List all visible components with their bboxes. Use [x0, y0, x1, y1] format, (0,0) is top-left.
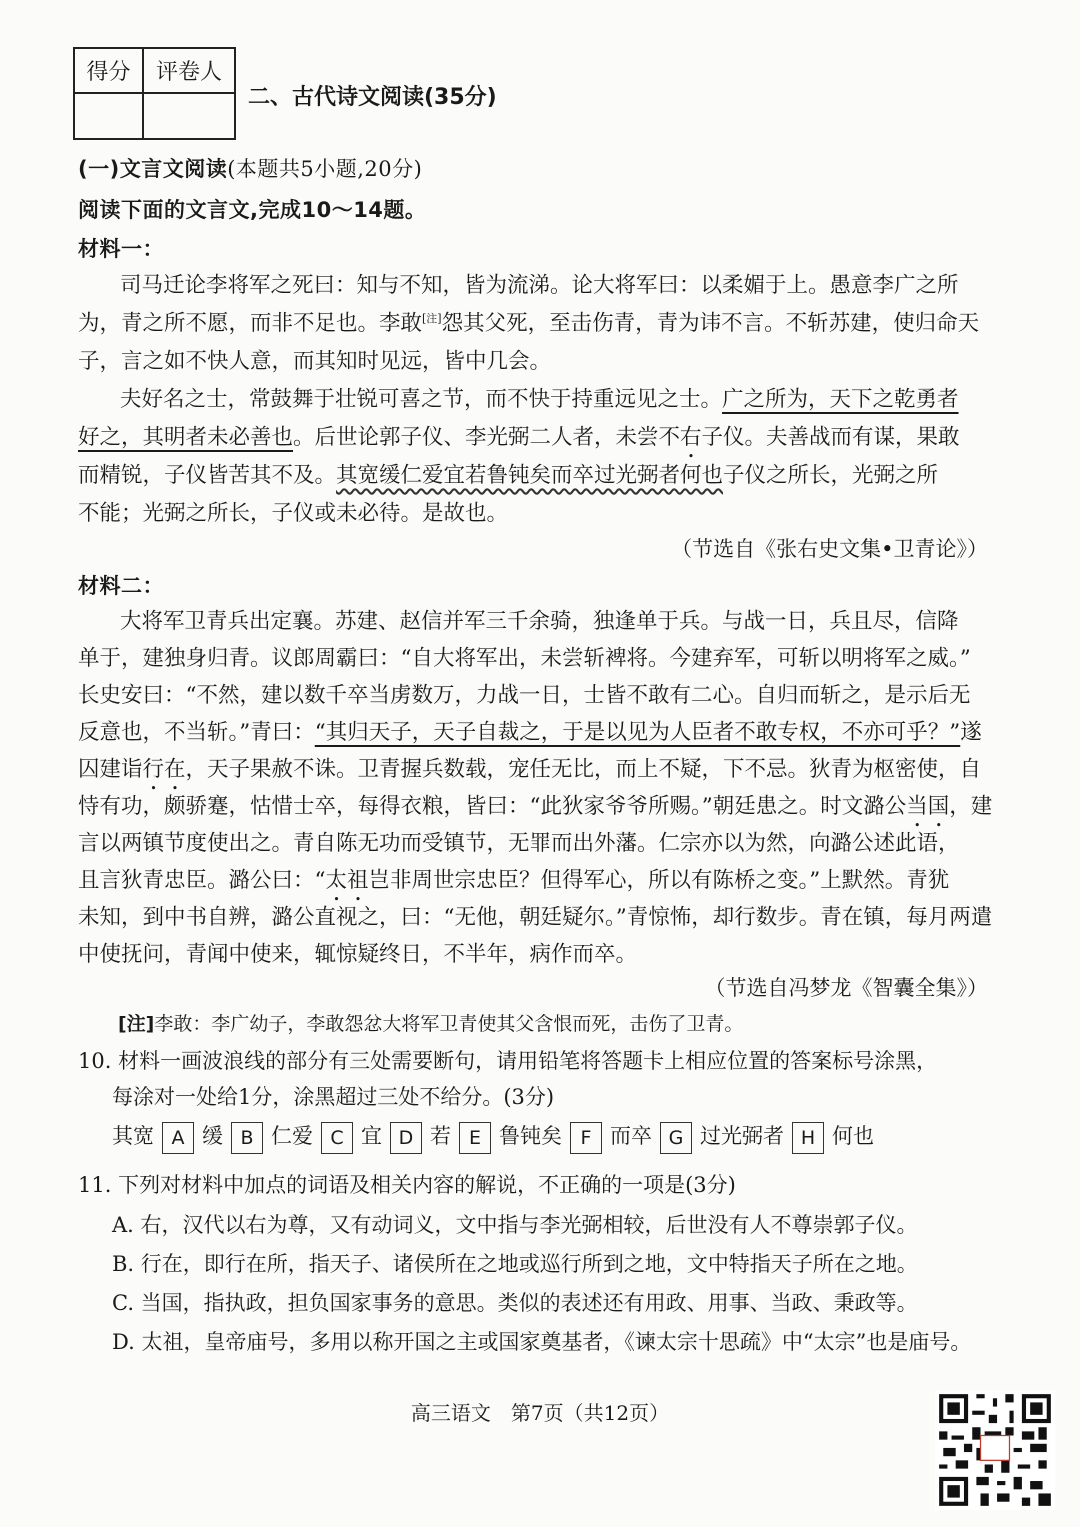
- m2-text: ，建: [949, 794, 993, 819]
- q10-segment: 宜: [361, 1124, 382, 1148]
- answer-box-e[interactable]: E: [459, 1122, 491, 1154]
- q11-stem: 11. 下列对材料中加点的词语及相关内容的解说，不正确的一项是(3分): [78, 1173, 736, 1197]
- dotted-word: 当国: [906, 794, 950, 819]
- section-title: 二、古代诗文阅读(35分): [248, 85, 497, 110]
- answer-box-c[interactable]: C: [321, 1122, 353, 1154]
- qr-code-icon: [935, 1390, 1055, 1510]
- m2-line: 单于，建独身归青。议郎周霸曰：“自大将军出，未尝斩裨将。今建弃军，可斩以明将军之威。”: [78, 646, 971, 671]
- m1-text: 。后世论郭子仪、李光弼二人者，未尝不: [293, 425, 681, 450]
- m2-text: 岂非周世宗忠臣？但得军心，所以有陈桥之变。”上默然。青犹: [368, 868, 950, 893]
- m1-text: 子仪之所长，光弼之所: [723, 463, 939, 488]
- answer-box-g[interactable]: G: [660, 1122, 692, 1154]
- m1-text: 为，青之所不愿，而非不足也。李敢: [78, 311, 423, 336]
- dotted-word: 行在: [142, 757, 186, 782]
- wavy-underline: 其宽缓仁爱宜若鲁钝矣而卒过光弼者何也: [336, 463, 724, 488]
- m1-line: [78, 420, 960, 463]
- q11-option-c[interactable]: C. 当国，指执政，担负国家事务的意思。类似的表述还有用政、用事、当政、秉政等。: [112, 1291, 918, 1315]
- q11-option-b[interactable]: B. 行在，即行在所，指天子、诸侯所在之地或巡行所到之地，文中特指天子所在之地。: [112, 1252, 918, 1276]
- m2-line: 长史安曰：“不然，建以数千卒当虏数万，力战一日，士皆不敢有二心。自归而斩之，是示后无: [78, 683, 971, 708]
- dotted-word: 右: [680, 425, 702, 450]
- score-header: 得分: [75, 49, 144, 94]
- q10-segment: 其宽: [112, 1124, 154, 1148]
- translation-underline: 好之，其明者未必善也: [78, 425, 294, 450]
- q10-segment: 而卒: [610, 1124, 652, 1148]
- q10-segment: 仁爱: [271, 1124, 313, 1148]
- instruction: 阅读下面的文言文,完成10～14题。: [78, 198, 427, 222]
- footnote: [118, 1009, 743, 1036]
- q10-segment: 过光弼者: [700, 1124, 784, 1148]
- m2-line: 中使抚问，青闻中使来，辄惊疑终日，不半年，病作而卒。: [78, 942, 638, 967]
- m2-line: [78, 715, 982, 746]
- m1-text: 夫好名之士，常鼓舞于壮锐可喜之节，而不快于持重远见之士。: [120, 387, 723, 412]
- material2-label: 材料二：: [78, 574, 164, 598]
- q10-options: [112, 1120, 874, 1154]
- answer-box-a[interactable]: A: [162, 1122, 194, 1154]
- note-mark: [注]: [422, 311, 442, 325]
- q10-segment: 何也: [832, 1124, 874, 1148]
- m1-line: 不能；光弼之所长，子仪或未必待。是故也。: [78, 501, 509, 526]
- m2-line: 大将军卫青兵出定襄。苏建、赵信并军三千余骑，独逢单于兵。与战一日，兵且尽，信降: [120, 609, 959, 634]
- page-footer: 高三语文 第7页（共12页）: [410, 1401, 670, 1425]
- grader-cell: [144, 94, 234, 138]
- score-table: [73, 47, 236, 140]
- m2-text: 囚建诣: [78, 757, 143, 782]
- q10-stem-2: 每涂对一处给1分，涂黑超过三处不给分。(3分): [112, 1085, 555, 1109]
- q10-segment: 若: [430, 1124, 451, 1148]
- q11-option-a[interactable]: A. 右，汉代以右为尊，又有动词义，文中指与李光弼相较，后世没有人不尊崇郭子仪。: [112, 1213, 918, 1237]
- q10-stem: 10. 材料一画波浪线的部分有三处需要断句，请用铅笔将答题卡上相应位置的答案标号涂黑，: [78, 1049, 938, 1073]
- m2-line: 言以两镇节度使出之。青自陈无功而受镇节，无罪而出外藩。仁宗亦以为然，向潞公述此语，: [78, 831, 960, 856]
- m2-text: 遂: [960, 720, 982, 745]
- m1-line: 子，言之如不快人意，而其知时见远，皆中几会。: [78, 349, 552, 374]
- m1-source: （节选自《张右史文集•卫青论》）: [671, 537, 988, 561]
- m2-text: 且言狄青忠臣。潞公曰：“: [78, 868, 326, 893]
- m1-line: [78, 458, 938, 489]
- subsection-meta: (本题共5小题,20分): [227, 157, 423, 181]
- m1-line: [120, 382, 959, 413]
- translation-underline: “其归天子，天子自裁之，于是以见为人臣者不敢专权，不亦可乎？”: [314, 720, 961, 745]
- translation-underline: 广之所为，天下之乾勇者: [722, 387, 959, 412]
- score-cell: [75, 94, 144, 138]
- grader-header: 评卷人: [144, 49, 234, 94]
- answer-box-b[interactable]: B: [231, 1122, 263, 1154]
- material1-label: 材料一：: [78, 237, 164, 261]
- q10-segment: 鲁钝矣: [499, 1124, 562, 1148]
- q10-segment: 缓: [202, 1124, 223, 1148]
- m2-line: 未知，到中书自辨，潞公直视之，曰：“无他，朝廷疑尔。”青惊怖，却行数步。青在镇，每月两遣: [78, 905, 993, 930]
- answer-box-h[interactable]: H: [792, 1122, 824, 1154]
- answer-box-f[interactable]: F: [570, 1122, 602, 1154]
- footnote-text: 李敢：李广幼子，李敢怨忿大将军卫青使其父含恨而死，击伤了卫青。: [154, 1013, 744, 1035]
- m1-line: [78, 306, 979, 337]
- subsection-heading: [78, 153, 422, 183]
- m1-text: 而精锐，子仪皆苦其不及。: [78, 463, 337, 488]
- m2-text: 反意也，不当斩。”青曰：: [78, 720, 315, 745]
- subsection-title: (一)文言文阅读: [78, 157, 228, 181]
- answer-box-d[interactable]: D: [390, 1122, 422, 1154]
- m1-text: 怨其父死，至击伤青，青为讳不言。不斩苏建，使归命天: [441, 311, 980, 336]
- m2-text: 恃有功，颇骄蹇，怙惜士卒，每得衣粮，皆曰：“此狄家爷爷所赐。”朝廷患之。时文潞公: [78, 794, 907, 819]
- m1-line: 司马迁论李将军之死曰：知与不知，皆为流涕。论大将军曰：以柔媚于上。愚意李广之所: [120, 273, 959, 298]
- m1-text: 子仪。夫善战而有谋，果敢: [701, 425, 960, 450]
- q11-option-d[interactable]: D. 太祖，皇帝庙号，多用以称开国之主或国家奠基者，《谏太宗十思疏》中“太宗”也是庙号。: [112, 1330, 972, 1354]
- footnote-mark: [注]: [118, 1013, 155, 1035]
- dotted-word: 太祖: [325, 868, 369, 893]
- m2-source: （节选自冯梦龙《智囊全集》）: [704, 976, 988, 1000]
- m2-text: ，天子果赦不诛。卫青握兵数载，宠任无比，而上不疑，下不忌。狄青为枢密使，自: [185, 757, 982, 782]
